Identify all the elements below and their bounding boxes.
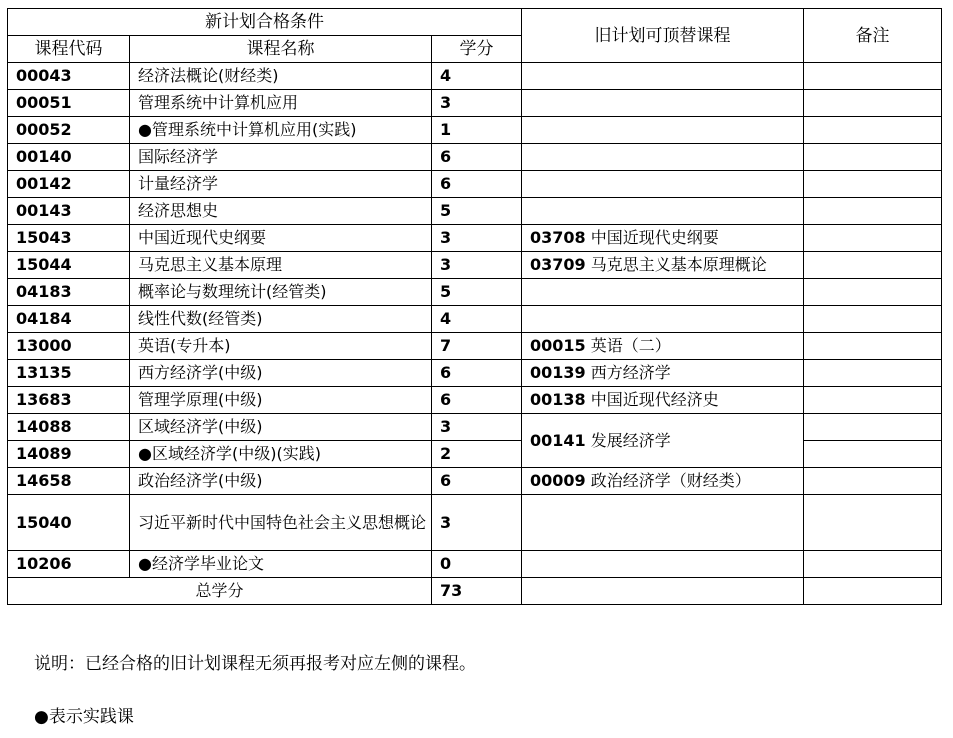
course-code: 13000	[8, 333, 130, 360]
total-row	[8, 578, 942, 605]
table-row	[8, 414, 942, 441]
course-name: 经济思想史	[130, 198, 432, 225]
old-course	[522, 551, 804, 578]
old-course-name: 英语（二）	[590, 336, 671, 355]
remark-cell	[804, 225, 942, 252]
table-row	[8, 90, 942, 117]
course-credit: 3	[432, 252, 522, 279]
remark-cell	[804, 414, 942, 441]
course-name: 经济法概论(财经类)	[130, 63, 432, 90]
table-row	[8, 252, 942, 279]
old-course-name: 发展经济学	[590, 430, 671, 450]
remark-cell	[804, 495, 942, 551]
course-credit: 3	[432, 90, 522, 117]
table-row	[8, 117, 942, 144]
course-name: 习近平新时代中国特色社会主义思想概论	[130, 495, 432, 551]
course-code: 00043	[8, 63, 130, 90]
remark-cell	[804, 360, 942, 387]
header-name: 课程名称	[130, 36, 432, 63]
course-code: 10206	[8, 551, 130, 578]
table-row	[8, 144, 942, 171]
course-name: 区域经济学(中级)	[130, 414, 432, 441]
course-code: 04184	[8, 306, 130, 333]
course-code: 14658	[8, 468, 130, 495]
old-course	[522, 198, 804, 225]
course-name: 计量经济学	[130, 171, 432, 198]
remark-cell	[804, 171, 942, 198]
course-credit: 6	[432, 171, 522, 198]
course-code: 15043	[8, 225, 130, 252]
remark-cell	[804, 387, 942, 414]
practice-course-legend: ●表示实践课	[34, 707, 134, 727]
remark-cell	[804, 306, 942, 333]
table-row	[8, 360, 942, 387]
course-name: ●区域经济学(中级)(实践)	[130, 441, 432, 468]
old-course	[522, 90, 804, 117]
old-course	[522, 171, 804, 198]
table-row	[8, 225, 942, 252]
course-name: 管理学原理(中级)	[130, 387, 432, 414]
course-name: 中国近现代史纲要	[130, 225, 432, 252]
remark-cell	[804, 144, 942, 171]
remark-cell	[804, 441, 942, 468]
course-name: 西方经济学(中级)	[130, 360, 432, 387]
table-row	[8, 171, 942, 198]
remark-cell	[804, 117, 942, 144]
remark-cell	[804, 578, 942, 605]
remark-cell	[804, 63, 942, 90]
course-code: 14089	[8, 441, 130, 468]
course-credit: 1	[432, 117, 522, 144]
old-course	[522, 225, 804, 252]
old-course-code: 00139	[530, 363, 586, 382]
course-credit: 6	[432, 144, 522, 171]
course-credit: 5	[432, 198, 522, 225]
course-code: 00140	[8, 144, 130, 171]
table-row	[8, 468, 942, 495]
course-name: 政治经济学(中级)	[130, 468, 432, 495]
course-credit: 4	[432, 63, 522, 90]
old-course	[522, 360, 804, 387]
course-code: 00051	[8, 90, 130, 117]
course-code: 00142	[8, 171, 130, 198]
course-credit: 3	[432, 414, 522, 441]
course-name: ●管理系统中计算机应用(实践)	[130, 117, 432, 144]
course-name: ●经济学毕业论文	[130, 551, 432, 578]
course-credit: 7	[432, 333, 522, 360]
course-code: 00143	[8, 198, 130, 225]
old-course	[522, 578, 804, 605]
old-course-code: 00138	[530, 390, 586, 409]
old-course-code: 03709	[530, 255, 586, 274]
old-course	[522, 306, 804, 333]
old-course-code: 00015	[530, 336, 586, 355]
header-code: 课程代码	[8, 36, 130, 63]
course-name: 线性代数(经管类)	[130, 306, 432, 333]
total-credits-label: 总学分	[8, 578, 432, 605]
remark-cell	[804, 551, 942, 578]
course-credit: 2	[432, 441, 522, 468]
old-course-code: 00141	[530, 430, 586, 450]
course-name: 英语(专升本)	[130, 333, 432, 360]
old-course	[522, 144, 804, 171]
old-course	[522, 117, 804, 144]
course-credit: 3	[432, 495, 522, 551]
remark-cell	[804, 333, 942, 360]
old-course-name: 中国近现代经济史	[590, 390, 719, 409]
total-credits-value: 73	[432, 578, 522, 605]
old-course-code: 00009	[530, 471, 586, 490]
old-course	[522, 387, 804, 414]
old-course-name: 西方经济学	[590, 363, 671, 382]
old-course	[522, 333, 804, 360]
old-course-code: 03708	[530, 228, 586, 247]
old-course	[522, 279, 804, 306]
table-row	[8, 279, 942, 306]
table-row	[8, 495, 942, 551]
course-code: 14088	[8, 414, 130, 441]
course-name: 概率论与数理统计(经管类)	[130, 279, 432, 306]
old-course	[522, 468, 804, 495]
old-course	[522, 252, 804, 279]
course-code: 15040	[8, 495, 130, 551]
course-name: 马克思主义基本原理	[130, 252, 432, 279]
course-credit: 6	[432, 468, 522, 495]
table-row	[8, 387, 942, 414]
remark-cell	[804, 468, 942, 495]
course-name: 管理系统中计算机应用	[130, 90, 432, 117]
course-code: 13683	[8, 387, 130, 414]
course-code: 15044	[8, 252, 130, 279]
remark-cell	[804, 279, 942, 306]
old-course	[522, 63, 804, 90]
table-row	[8, 333, 942, 360]
old-course-name: 马克思主义基本原理概论	[590, 255, 767, 274]
header-old-plan: 旧计划可顶替课程	[522, 9, 804, 63]
old-course-name: 中国近现代史纲要	[590, 228, 719, 247]
course-credit: 3	[432, 225, 522, 252]
remark-cell	[804, 90, 942, 117]
course-credit: 0	[432, 551, 522, 578]
course-code: 04183	[8, 279, 130, 306]
course-credit: 4	[432, 306, 522, 333]
old-course-name: 政治经济学（财经类）	[590, 471, 751, 490]
explanation-note: 说明：已经合格的旧计划课程无须再报考对应左侧的课程。	[34, 654, 476, 674]
old-course	[522, 414, 804, 468]
header-row-1	[8, 9, 942, 36]
course-code: 13135	[8, 360, 130, 387]
header-credit: 学分	[432, 36, 522, 63]
course-credit: 5	[432, 279, 522, 306]
remark-cell	[804, 252, 942, 279]
course-substitution-table	[7, 8, 942, 605]
table-row	[8, 306, 942, 333]
table-row	[8, 63, 942, 90]
header-new-plan: 新计划合格条件	[8, 9, 522, 36]
old-course	[522, 495, 804, 551]
course-code: 00052	[8, 117, 130, 144]
remark-cell	[804, 198, 942, 225]
course-credit: 6	[432, 360, 522, 387]
table-row	[8, 551, 942, 578]
course-credit: 6	[432, 387, 522, 414]
table-row	[8, 198, 942, 225]
course-name: 国际经济学	[130, 144, 432, 171]
header-remark: 备注	[804, 9, 942, 63]
